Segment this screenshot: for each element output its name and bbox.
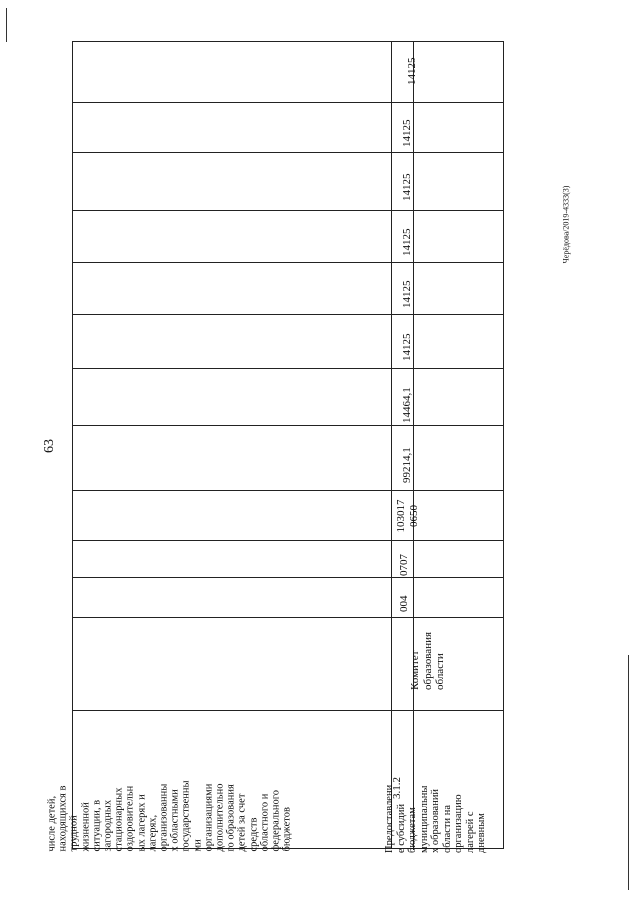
row-value-total: 99214,1 — [401, 447, 413, 483]
table-divider — [73, 577, 503, 578]
table-divider — [73, 152, 503, 153]
row-value-2: 14125 — [401, 333, 413, 361]
table-divider — [73, 368, 503, 369]
table-divider — [73, 210, 503, 211]
row-value-1: 14464,1 — [401, 387, 413, 423]
continued-row-description: числе детей, находящихся в трудной жизненной ситуации, в загородных стационарных оздоровительн ых лагерях и лагерях, организованны х областными государственны ми организациями дополнительно го образования детей за счет средств областного и федерального бюджетов — [46, 780, 293, 852]
page-number: 63 — [42, 439, 57, 453]
row-value-6: 14125 — [401, 119, 413, 147]
table-divider — [73, 262, 503, 263]
table-divider — [73, 314, 503, 315]
row-code-3: 103017 0650 — [395, 499, 420, 533]
table-divider — [73, 540, 503, 541]
table-divider — [73, 490, 503, 491]
margin-line-bottom-right — [628, 655, 629, 890]
row-code-1: 004 — [398, 595, 410, 612]
table-divider — [73, 617, 503, 618]
table-divider — [73, 102, 503, 103]
margin-line-top-left — [6, 8, 7, 42]
continued-row-value: 14125 — [406, 57, 418, 85]
row-description: Предоставлени е субсидий бюджетам муниципальны х образований области на организацию лагерей с дневным — [384, 784, 487, 853]
row-code-2: 0707 — [398, 554, 410, 576]
row-executor: Комитет образования области — [409, 631, 446, 690]
row-number: 3.1.2 — [391, 777, 403, 799]
document-code: Черёдова/2019-4333(3) — [561, 185, 571, 264]
row-value-5: 14125 — [401, 173, 413, 201]
table-divider — [73, 425, 503, 426]
row-value-4: 14125 — [401, 228, 413, 256]
row-value-3: 14125 — [401, 280, 413, 308]
